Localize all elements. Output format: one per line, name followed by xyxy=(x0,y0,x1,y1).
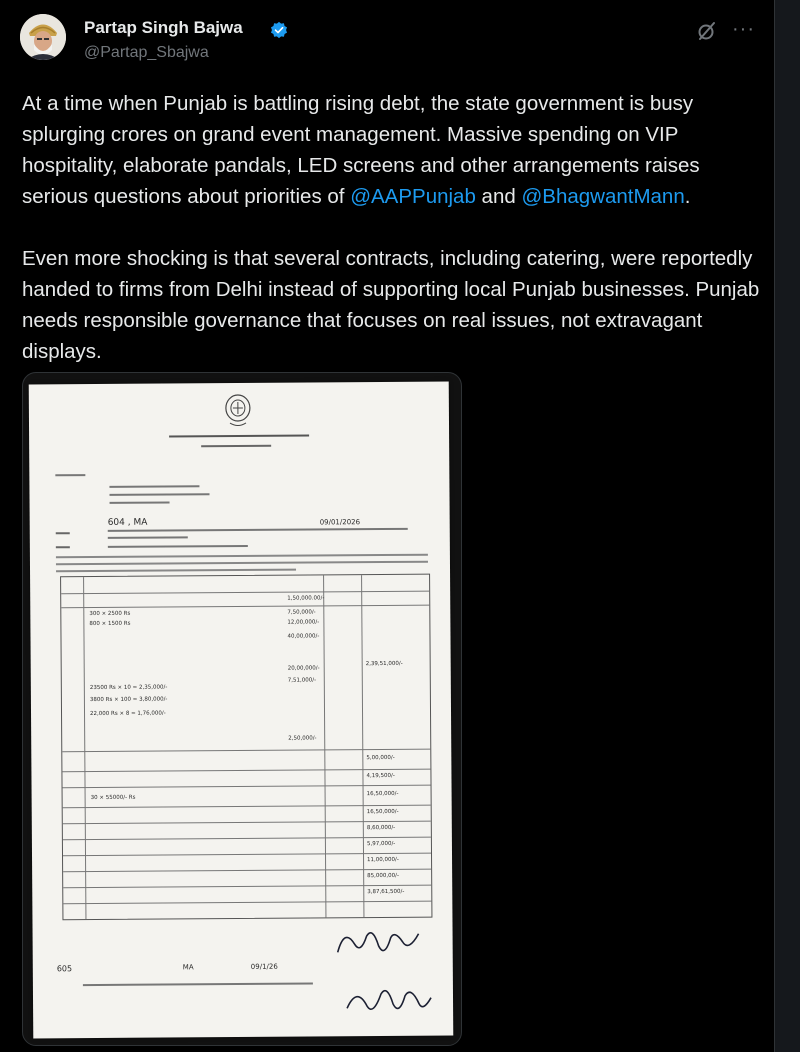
amount-cell: 4,19,500/- xyxy=(366,772,395,780)
amount-cell: 8,60,000/- xyxy=(366,824,396,832)
footer-memo-suffix: MA xyxy=(182,963,194,972)
amount-cell: 1,50,000.00/- xyxy=(287,595,325,602)
post-text-part: At a time when Punjab is battling rising debt, the state government is busy splurging crores on grand event management. Massive spending on VIP hospitality, elaborate pandals, LED screens and other arrangements raises serious questions about priorities of xyxy=(22,92,700,208)
doc-text-line xyxy=(108,545,248,548)
table-row-divider xyxy=(63,821,431,825)
doc-text-line xyxy=(56,569,296,573)
amount-cell: 40,00,000/- xyxy=(287,633,320,640)
post-text xyxy=(22,88,762,367)
amount-cell: 7,51,000/- xyxy=(287,677,317,684)
memo-date: 09/01/2026 xyxy=(319,518,361,527)
doc-text-line xyxy=(108,528,408,532)
doc-text-line xyxy=(109,493,209,496)
subtotal-cell: 2,39,51,000/- xyxy=(365,660,403,668)
avatar[interactable] xyxy=(20,14,66,60)
signature-2 xyxy=(343,982,433,1023)
doc-text-line xyxy=(55,474,85,476)
amount-cell: 20,00,000/- xyxy=(287,665,320,672)
table-column-divider xyxy=(323,575,326,917)
rate-cell: 800 × 1500 Rs xyxy=(89,620,131,628)
attached-document-image[interactable] xyxy=(22,372,462,1046)
amount-cell: 85,000,00/- xyxy=(367,872,400,880)
grok-icon[interactable] xyxy=(696,20,718,42)
author-name[interactable]: Partap Singh Bajwa xyxy=(84,18,243,37)
document-page xyxy=(29,382,454,1039)
amount-cell: 16,50,000/- xyxy=(366,790,399,798)
avatar-portrait xyxy=(20,14,66,60)
amount-cell: 11,00,000/- xyxy=(367,856,399,864)
table-row-divider xyxy=(61,591,429,595)
signature-1 xyxy=(332,922,422,963)
table-column-divider xyxy=(83,577,86,919)
table-row-divider xyxy=(63,785,431,789)
footer-date: 09/1/26 xyxy=(250,962,278,971)
doc-text-line xyxy=(108,536,188,539)
doc-text-line xyxy=(110,501,170,503)
rate-cell: 23500 Rs × 10 = 2,35,000/- xyxy=(89,684,168,692)
rate-cell: 30 × 55000/- Rs xyxy=(90,794,136,802)
table-row-divider xyxy=(63,805,431,809)
author-handle[interactable]: @Partap_Sbajwa xyxy=(84,44,209,61)
table-row-divider xyxy=(63,869,431,873)
footer-memo-number: 605 xyxy=(56,964,73,974)
rate-cell: 22,000 Rs × 8 = 1,76,000/- xyxy=(90,710,166,718)
amount-cell: 7,50,000/- xyxy=(287,609,316,616)
table-row-divider xyxy=(62,769,430,773)
doc-text-line xyxy=(56,546,70,548)
table-row-divider xyxy=(63,837,431,841)
doc-text-line xyxy=(109,485,199,488)
memo-number: 604 , MA xyxy=(107,517,148,528)
amount-cell: 12,00,000/- xyxy=(287,619,320,626)
post-paragraph-1 xyxy=(22,88,762,212)
scrollbar[interactable] xyxy=(774,0,800,1052)
doc-text-line xyxy=(83,983,313,987)
doc-text-line xyxy=(56,561,428,566)
total-cell: 3,87,61,500/- xyxy=(367,888,405,896)
table-row-divider xyxy=(63,901,431,905)
table-column-divider xyxy=(361,575,364,917)
amount-cell: 5,97,000/- xyxy=(366,840,396,848)
doc-subheading-line xyxy=(201,445,271,447)
amount-cell: 16,50,000/- xyxy=(366,808,399,816)
government-emblem-icon xyxy=(221,391,255,429)
rate-cell: 3800 Rs × 100 = 3,80,000/- xyxy=(89,696,168,704)
doc-text-line xyxy=(56,532,70,534)
amount-cell: 2,50,000/- xyxy=(288,735,317,742)
mention-aappunjab[interactable]: @AAPPunjab xyxy=(350,185,476,208)
post-paragraph-2: Even more shocking is that several contracts, including catering, were reportedly handed to firms from Delhi instead of supporting local Punjab businesses. Punjab needs responsible governance that focuses on real issues, not extravagant displays. xyxy=(22,247,760,363)
expense-table xyxy=(60,574,432,921)
table-row-divider xyxy=(63,853,431,857)
post-text-part: and xyxy=(475,185,522,208)
table-row-divider xyxy=(61,605,429,609)
doc-heading-line xyxy=(169,435,309,438)
more-options-icon[interactable]: ··· xyxy=(732,18,755,40)
verified-badge-icon xyxy=(270,21,288,39)
mention-bhagwantmann[interactable]: @BhagwantMann xyxy=(521,185,685,208)
table-row-divider xyxy=(62,749,430,753)
table-row-divider xyxy=(63,885,431,889)
rate-cell: 300 × 2500 Rs xyxy=(89,610,131,618)
amount-cell: 5,00,000/- xyxy=(366,754,395,762)
post-text-part: . xyxy=(684,185,691,208)
doc-text-line xyxy=(56,554,428,559)
